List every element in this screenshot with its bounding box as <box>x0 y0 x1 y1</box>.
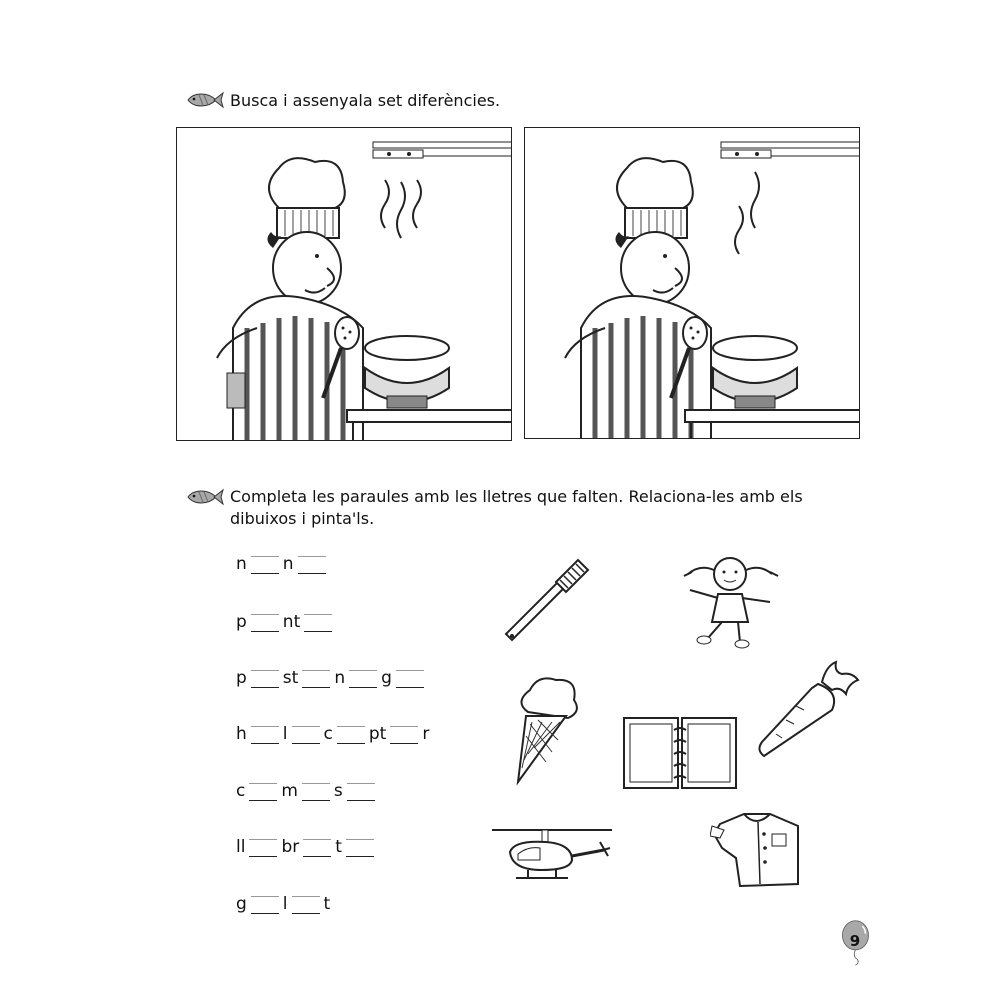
chef-cooking-illustration <box>177 128 512 441</box>
ice-cream-picture[interactable] <box>508 676 582 786</box>
word-fragment: c <box>236 781 246 801</box>
word-row <box>236 666 428 688</box>
word-fragment: l <box>282 894 288 914</box>
letter-blank[interactable] <box>302 783 330 801</box>
letter-blank[interactable] <box>292 726 320 744</box>
word-fragment: r <box>422 724 430 744</box>
word-fragment: n <box>236 554 247 574</box>
letter-blank[interactable] <box>303 839 331 857</box>
word-fragment: g <box>381 668 392 688</box>
exercise2-instruction-line2: dibuixos i pinta'ls. <box>230 509 375 528</box>
word-fragment: n <box>334 668 346 688</box>
letter-blank[interactable] <box>251 896 279 914</box>
fish-icon <box>186 90 224 110</box>
word-fragment: br <box>281 837 300 857</box>
page-number: 9 <box>849 932 861 950</box>
word-fragment: ll <box>236 837 246 857</box>
notebook-picture[interactable] <box>620 714 740 792</box>
doll-picture[interactable] <box>678 550 782 650</box>
letter-blank[interactable] <box>304 614 332 632</box>
letter-blank[interactable] <box>390 726 418 744</box>
word-row <box>236 722 433 744</box>
letter-blank[interactable] <box>337 726 365 744</box>
helicopter-picture[interactable] <box>488 820 618 886</box>
word-fragment: c <box>323 724 333 744</box>
letter-blank[interactable] <box>346 839 374 857</box>
picture-panel-right[interactable] <box>524 127 860 439</box>
word-fragment: pt <box>368 724 387 744</box>
word-row <box>236 610 336 632</box>
word-fragment: m <box>281 781 298 801</box>
word-fragment: l <box>282 724 288 744</box>
word-fragment: h <box>236 724 247 744</box>
word-fragment: s <box>333 781 343 801</box>
letter-blank[interactable] <box>347 783 375 801</box>
letter-blank[interactable] <box>302 670 330 688</box>
carrot-picture[interactable] <box>756 660 866 760</box>
word-fragment: p <box>236 668 247 688</box>
letter-blank[interactable] <box>298 556 326 574</box>
fish-icon <box>186 487 224 507</box>
word-row <box>236 779 379 801</box>
word-fragment: t <box>335 837 342 857</box>
letter-blank[interactable] <box>349 670 377 688</box>
word-row <box>236 835 378 857</box>
word-fragment: g <box>236 894 247 914</box>
word-fragment: t <box>323 894 331 914</box>
word-row <box>236 892 334 914</box>
word-fragment: n <box>282 554 294 574</box>
letter-blank[interactable] <box>251 670 279 688</box>
shirt-picture[interactable] <box>710 808 806 890</box>
word-fragment: p <box>236 612 247 632</box>
exercise1-instruction: Busca i assenyala set diferències. <box>230 91 501 110</box>
letter-blank[interactable] <box>249 783 277 801</box>
picture-panel-left[interactable] <box>176 127 512 441</box>
word-row <box>236 552 330 574</box>
letter-blank[interactable] <box>396 670 424 688</box>
word-fragment: st <box>282 668 299 688</box>
chef-cooking-illustration <box>525 128 860 439</box>
letter-blank[interactable] <box>292 896 320 914</box>
comb-picture[interactable] <box>498 556 590 648</box>
letter-blank[interactable] <box>251 556 279 574</box>
letter-blank[interactable] <box>251 614 279 632</box>
word-fragment: nt <box>282 612 301 632</box>
letter-blank[interactable] <box>249 839 277 857</box>
letter-blank[interactable] <box>251 726 279 744</box>
exercise2-instruction-line1: Completa les paraules amb les lletres que falten. Relaciona-les amb els <box>230 487 803 506</box>
